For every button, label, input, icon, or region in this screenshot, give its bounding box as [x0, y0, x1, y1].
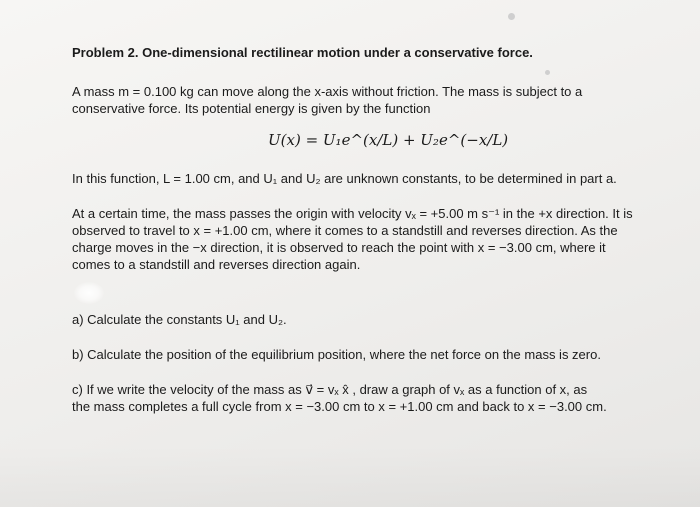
para1-line2: conservative force. Its potential energy is given by the function [72, 101, 431, 116]
potential-energy-equation: U(x) = U₁e^(x/L) + U₂e^(−x/L) [268, 131, 509, 149]
smudge-dot [545, 70, 550, 75]
problem-title: Problem 2. One-dimensional rectilinear motion under a conservative force. [72, 45, 533, 60]
light-glare [74, 282, 104, 304]
part-c-line1: c) If we write the velocity of the mass as v⃗ = vₓ x̂ , draw a graph of vₓ as a function of x, as [72, 382, 588, 397]
para3-line3: charge moves in the −x direction, it is observed to reach the point with x = −3.00 cm, where it [72, 240, 606, 255]
para3-line2: observed to travel to x = +1.00 cm, where it comes to a standstill and reverses direction. As the [72, 223, 618, 238]
part-a: a) Calculate the constants U₁ and U₂. [72, 312, 287, 327]
part-c-line2: the mass completes a full cycle from x = −3.00 cm to x = +1.00 cm and back to x = −3.00 cm. [72, 399, 607, 414]
para1-line1: A mass m = 0.100 kg can move along the x-axis without friction. The mass is subject to a [72, 84, 583, 99]
para3-line1: At a certain time, the mass passes the origin with velocity vₓ = +5.00 m s⁻¹ in the +x direction. It is [72, 206, 633, 221]
para2: In this function, L = 1.00 cm, and U₁ and U₂ are unknown constants, to be determined in part a. [72, 171, 617, 186]
paper-shadow [0, 445, 700, 507]
para3-line4: comes to a standstill and reverses direction again. [72, 257, 361, 272]
part-b: b) Calculate the position of the equilibrium position, where the net force on the mass is zero. [72, 347, 601, 362]
smudge-dot [508, 13, 515, 20]
